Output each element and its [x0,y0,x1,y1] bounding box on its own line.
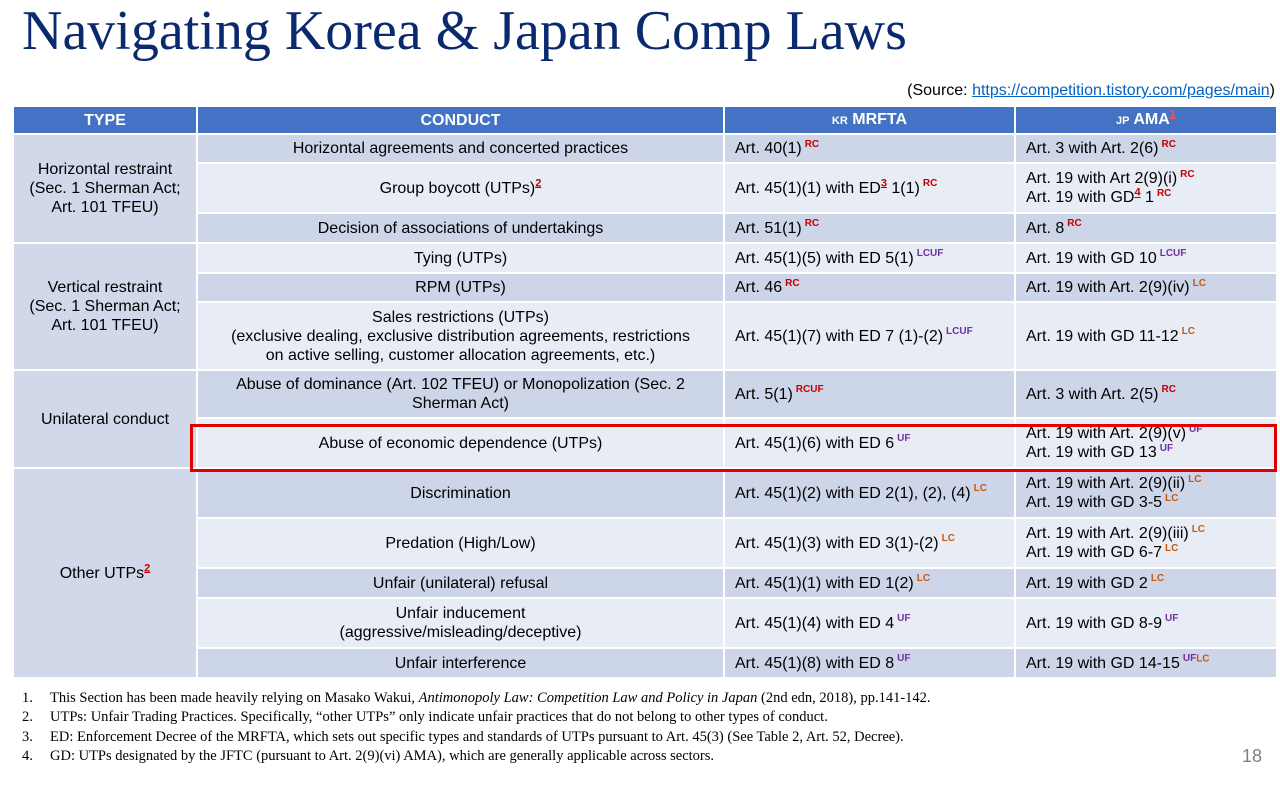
tag-lc: LC [1165,492,1179,504]
jp-text: Art. 3 with Art. 2(6) [1026,140,1159,157]
kr-text: Art. 45(1)(1) with ED [735,179,881,197]
kr-cell [725,135,1014,164]
jp-text: Art. 19 with GD 11-12 [1026,327,1179,345]
table-row [14,519,1276,569]
conduct-cell [198,371,723,419]
type-other-utps [14,469,196,679]
footnote-number: 4. [22,747,33,764]
table-row [14,569,1276,599]
header-kr [725,107,1014,135]
type-line: Vertical restraint [47,279,163,296]
type-line: (Sec. 1 Sherman Act; [29,298,181,315]
footnote-ref: 2 [535,177,542,190]
conduct-line: (exclusive dealing, exclusive distribution agreements, restrictions [231,327,690,345]
type-line: Other UTPs [59,564,145,582]
header-jp-footnote: 1 [1169,108,1176,121]
kr-cell [725,244,1014,274]
kr-cell [725,599,1014,649]
kr-text: Art. 45(1)(5) with ED 5(1) [735,249,914,267]
conduct-line: (aggressive/misleading/deceptive) [339,624,582,641]
conduct-cell: Horizontal agreements and concerted practices [198,135,723,164]
source-prefix: (Source: [907,82,973,99]
tag-lc: LC [916,573,931,585]
footnotes [22,689,1222,766]
table-row [14,164,1276,214]
type-unilateral-conduct [14,371,196,469]
kr-text: Art. 45(1)(6) with ED 6 [735,434,895,452]
jp-line [1026,169,1266,188]
footnote-ref: 3 [880,177,887,190]
jp-cell [1016,469,1276,519]
jp-text: Art. 19 with GD 6-7 [1026,544,1163,561]
kr-text: Art. 5(1) [735,385,793,403]
jp-text: Art. 19 with Art. 2(9)(iv) [1026,279,1190,296]
jp-text: Art. 19 with GD 14-15 [1026,654,1180,672]
kr-cell [725,303,1014,371]
table-row [14,371,1276,419]
tag-lc: LC [1192,277,1206,289]
jp-cell [1016,164,1276,214]
table-row [14,649,1276,679]
tag-rc: RC [785,277,800,289]
type-line: Art. 101 TFEU) [51,199,159,216]
tag-lc: LC [941,533,955,545]
tag-uf: UF [1165,613,1179,625]
source-suffix: ) [1269,82,1275,99]
type-vertical-restraint [14,244,196,371]
tag-uf: UF [897,613,911,625]
table-row-highlighted [14,419,1276,469]
jp-cell [1016,303,1276,371]
kr-text: Art. 45(1)(2) with ED 2(1), (2), (4) [735,484,971,502]
header-jp [1016,107,1276,135]
tag-rc: RC [804,138,820,150]
jp-cell [1016,569,1276,599]
header-jp-prefix: JP [1116,114,1130,127]
kr-text: Art. 45(1)(8) with ED 8 [735,654,895,672]
conduct-cell: Discrimination [198,469,723,519]
kr-cell [725,569,1014,599]
type-line: (Sec. 1 Sherman Act; [29,180,181,197]
footnote-item [22,728,1222,747]
jp-line [1026,524,1266,543]
conduct-line: Unfair inducement [395,605,526,622]
footnote-text: GD: UTPs designated by the JFTC (pursuant to Art. 2(9)(vi) AMA), which are generally applicable across sectors. [50,747,715,764]
conduct-cell: Unfair (unilateral) refusal [198,569,723,599]
tag-rc: RC [1156,187,1172,199]
tag-lc: LC [1165,542,1179,554]
source-link[interactable]: https://competition.tistory.com/pages/main [972,82,1270,99]
jp-text: Art. 19 with GD 13 [1026,444,1157,461]
tag-lcuf: LCUF [916,248,944,260]
jp-text: Art. 19 with Art. 2(9)(v) [1026,425,1187,442]
kr-cell [725,371,1014,419]
conduct-cell: Unfair interference [198,649,723,679]
jp-cell [1016,519,1276,569]
kr-cell [725,274,1014,303]
kr-text: Art. 46 [735,279,783,296]
table-header-row [14,107,1276,135]
tag-uf: UF [897,653,911,665]
kr-text: 1(1) [886,179,920,197]
jp-text: Art. 19 with GD 3-5 [1026,494,1163,511]
tag-rc: RC [1067,218,1082,230]
conduct-line: on active selling, customer allocation agreements, etc.) [265,346,656,364]
conduct-cell [198,164,723,214]
type-horizontal-restraint [14,135,196,244]
jp-line [1026,443,1266,462]
kr-text: Art. 45(1)(4) with ED 4 [735,614,895,632]
tag-rc: RC [922,178,938,190]
table-row [14,244,1276,274]
footnote-item [22,689,1222,708]
kr-cell [725,649,1014,679]
jp-cell [1016,214,1276,244]
header-kr-prefix: KR [831,114,848,127]
kr-cell [725,419,1014,469]
jp-cell [1016,371,1276,419]
footnote-text: UTPs: Unfair Trading Practices. Specifically, “other UTPs” only indicate unfair practices that do not belong to other types of conduct. [50,709,828,726]
jp-cell [1016,244,1276,274]
footnote-text: (2nd edn, 2018), pp.141-142. [757,690,931,706]
page-title: Navigating Korea & Japan Comp Laws [22,0,907,62]
tag-lc: LC [1196,653,1210,665]
header-type: TYPE [14,107,196,135]
jp-text: Art. 8 [1026,219,1065,237]
jp-line [1026,543,1266,562]
conduct-cell: Predation (High/Low) [198,519,723,569]
table-row [14,214,1276,244]
tag-lc: LC [973,483,987,495]
footnote-number: 1. [22,690,33,706]
jp-text: Art. 19 with GD 2 [1026,574,1148,592]
tag-lc: LC [1191,523,1206,535]
footnote-ref: 4 [1134,186,1141,199]
footnote-number: 3. [22,728,33,745]
tag-lcuf: LCUF [1159,248,1187,260]
tag-uf: UF [1182,653,1197,665]
tag-rc: RC [1161,384,1176,396]
jp-cell [1016,135,1276,164]
kr-text: Art. 51(1) [735,219,802,237]
conduct-line: Sherman Act) [412,395,509,412]
header-kr-label: MRFTA [852,110,908,128]
table-row [14,303,1276,371]
kr-cell [725,214,1014,244]
kr-text: Art. 40(1) [735,140,802,157]
kr-cell [725,164,1014,214]
jp-text: Art. 19 with GD [1026,189,1135,206]
jp-cell [1016,419,1276,469]
tag-uf: UF [1159,442,1174,454]
jp-cell [1016,599,1276,649]
conduct-cell [198,303,723,371]
jp-text: Art. 19 with Art 2(9)(i) [1026,170,1178,187]
footnote-ref: 2 [144,562,151,575]
jp-text: Art. 3 with Art. 2(5) [1026,385,1159,403]
jp-text: Art. 19 with GD 10 [1026,249,1157,267]
footnote-item [22,708,1222,727]
tag-uf: UF [897,433,911,445]
conduct-line: Abuse of dominance (Art. 102 TFEU) or Monopolization (Sec. 2 [236,376,685,393]
type-line: Art. 101 TFEU) [51,317,159,334]
footnote-text: This Section has been made heavily relying on Masako Wakui, [50,690,419,706]
conduct-cell: RPM (UTPs) [198,274,723,303]
tag-rc: RC [804,218,820,230]
tag-rc: RC [1161,138,1176,150]
page-number: 18 [1241,746,1262,766]
kr-text: Art. 45(1)(7) with ED 7 (1)-(2) [735,327,944,345]
jp-text: 1 [1140,189,1154,206]
table-row [14,135,1276,164]
kr-cell [725,469,1014,519]
jp-cell [1016,649,1276,679]
kr-text: Art. 45(1)(3) with ED 3(1)-(2) [735,534,939,552]
tag-lc: LC [1150,573,1165,585]
footnote-text: ED: Enforcement Decree of the MRFTA, which sets out specific types and standards of UTPs pursuant to Art. 45(3) (See Table 2, Art. 52, Decree). [50,728,904,745]
kr-text: Art. 45(1)(1) with ED 1(2) [735,574,914,592]
tag-rc: RC [1180,168,1195,180]
tag-rcuf: RCUF [795,384,824,396]
footnote-number: 2. [22,709,33,726]
jp-line [1026,188,1266,207]
table-row [14,599,1276,649]
jp-text: Art. 19 with Art. 2(9)(ii) [1026,475,1186,492]
comp-law-table [12,107,1278,679]
footnote-book-title: Antimonopoly Law: Competition Law and Policy in Japan [418,690,758,706]
conduct-cell: Decision of associations of undertakings [198,214,723,244]
conduct-line: Sales restrictions (UTPs) [372,308,549,326]
jp-line [1026,424,1266,443]
jp-text: Art. 19 with GD 8-9 [1026,614,1163,632]
jp-text: Art. 19 with Art. 2(9)(iii) [1026,525,1189,542]
conduct-text: Group boycott (UTPs) [379,179,536,197]
source-note [907,82,1275,100]
type-line: Unilateral conduct [40,410,170,428]
conduct-cell [198,599,723,649]
tag-uf: UF [1189,423,1203,435]
tag-lcuf: LCUF [946,326,973,338]
header-conduct: CONDUCT [198,107,723,135]
tag-lc: LC [1181,326,1195,338]
footnote-item [22,747,1222,766]
conduct-cell: Abuse of economic dependence (UTPs) [198,419,723,469]
kr-cell [725,519,1014,569]
jp-line [1026,493,1266,512]
jp-line [1026,474,1266,493]
conduct-cell: Tying (UTPs) [198,244,723,274]
type-line: Horizontal restraint [37,161,173,178]
jp-cell [1016,274,1276,303]
tag-lc: LC [1188,473,1202,485]
header-jp-label: AMA [1133,110,1170,128]
table-row [14,274,1276,303]
table-row [14,469,1276,519]
